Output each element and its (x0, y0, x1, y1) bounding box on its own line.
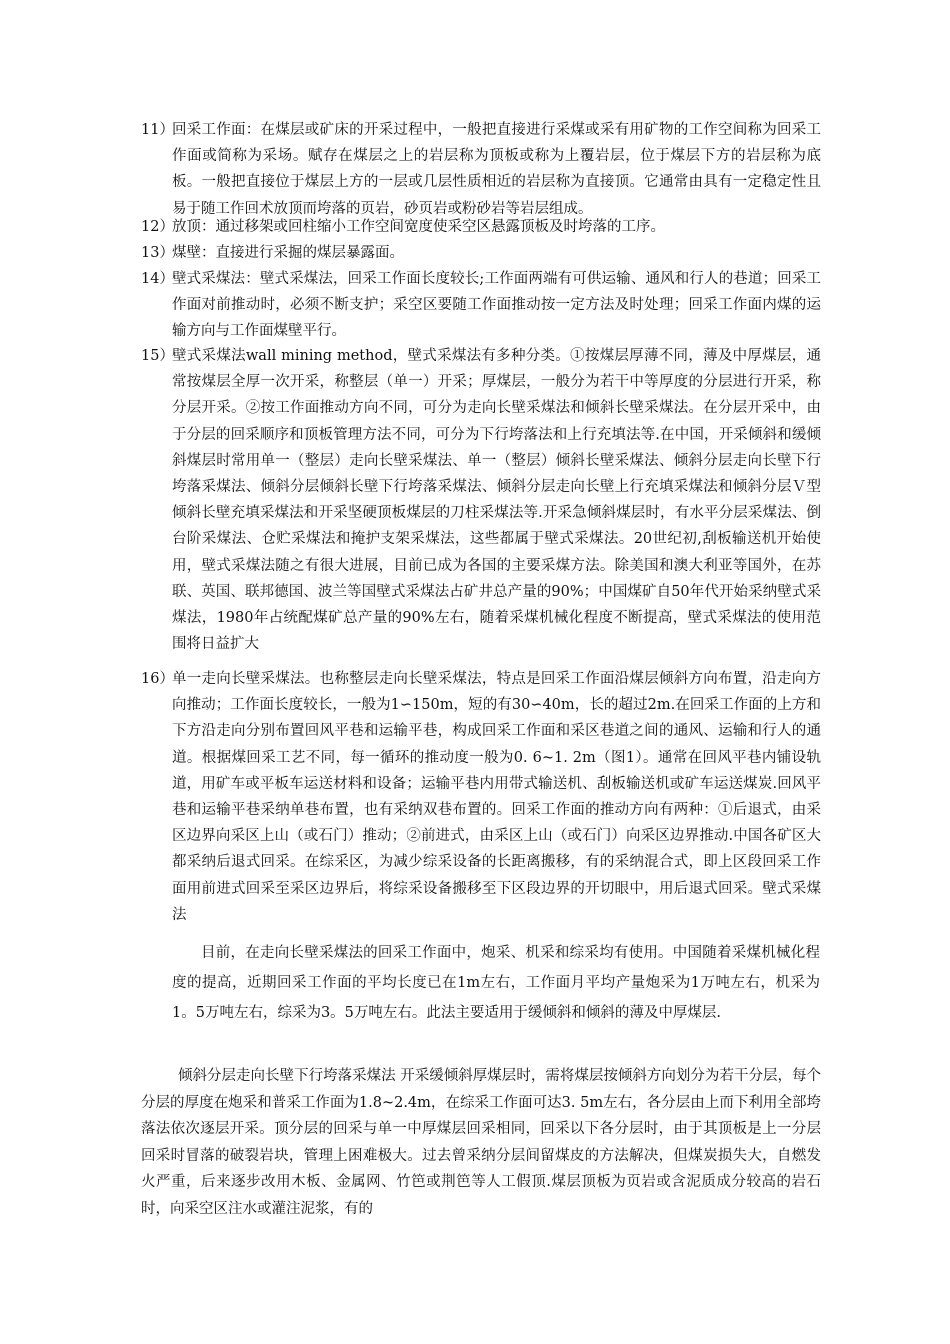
item-number: 12） (141, 219, 174, 235)
item-text: 回采工作面：在煤层或矿床的开采过程中，一般把直接进行采煤或采有用矿物的工作空间称为回采工作面或简称为采场。赋存在煤层之上的岩层称为顶板或称为上覆岩层，位于煤层下方的岩层称为底板。一般把直接位于煤层上方的一层或几层性质相近的岩层称为直接顶。它通常由具有一定稳定性且易于随工作回术放顶而垮落的页岩，砂页岩或粉砂岩等岩层组成。 (172, 122, 821, 217)
item-number: 14） (141, 271, 174, 287)
paragraph-current-usage: 目前，在走向长壁采煤法的回采工作面中，炮采、机采和综采均有使用。中国随着采煤机械化程度的提高，近期回采工作面的平均长度已在1m左右，工作面月平均产量炮采为1万吨左右，机采为1。5万吨左右，综采为3。5万吨左右。此法主要适用于缓倾斜和倾斜的薄及中厚煤层. (172, 945, 820, 1021)
item-text: 壁式采煤法wall mining method，壁式采煤法有多种分类。①按煤层厚薄不同，薄及中厚煤层，通常按煤层全厚一次开采，称整层（单一）开采；厚煤层，一般分为若干中等厚度的分层进行开采，称分层开采。②按工作面推动方向不同，可分为走向长壁采煤法和倾斜长壁采煤法。在分层开采中，由于分层的回采顺序和顶板管理方法不同，可分为下行垮落法和上行充填法等.在中国，开采倾斜和缓倾斜煤层时常用单一（整层）走向长壁采煤法、单一（整层）倾斜长壁采煤法、倾斜分层走向长壁下行垮落采煤法、倾斜分层倾斜长壁下行垮落采煤法、倾斜分层走向长壁上行充填采煤法和倾斜分层Ｖ型倾斜长壁充填采煤法和开采坚硬顶板煤层的刀柱采煤法等.开采急倾斜煤层时，有水平分层采煤法、倒台阶采煤法、仓贮采煤法和掩护支架采煤法，这些都属于壁式采煤法。20世纪初,刮板输送机开始使用，壁式采煤法随之有很大进展，目前已成为各国的主要采煤方法。除美国和澳大利亚等国外，在苏联、英国、联邦德国、波兰等国壁式采煤法占矿井总产量的90%；中国煤矿自50年代开始采纳壁式采煤法，1980年占统配煤矿总产量的90%左右，随着采煤机械化程度不断提高，壁式采煤法的使用范围将日益扩大 (172, 348, 821, 653)
item-number: 11） (141, 122, 174, 138)
item-number: 16） (141, 671, 174, 687)
list-item-12 (141, 214, 821, 240)
list-item-13 (141, 240, 821, 266)
list-item-11 (141, 117, 821, 222)
list-item-14 (141, 266, 821, 345)
paragraph-inclined-slicing: 倾斜分层走向长壁下行垮落采煤法 开采缓倾斜厚煤层时，需将煤层按倾斜方向划分为若干分层，每个分层的厚度在炮采和普采工作面为1.8~2.4m，在综采工作面可达3. 5m左右，各分层由上而下利用全部垮落法依次逐层开采。顶分层的回采与单一中厚煤层回采相同，回采以下各分层时，由于其顶板是上一分层回采时冒落的破裂岩块，管理上困难极大。过去曾采纳分层间留煤皮的方法解决，但煤炭损失大，自燃发火严重，后来逐步改用木板、金属网、竹笆或荆笆等人工假顶.煤层顶板为页岩或含泥质成分较高的岩石时，向采空区注水或灌注泥浆，有的 (141, 1068, 821, 1217)
list-item-16 (141, 666, 821, 928)
item-number: 15） (141, 348, 174, 364)
item-number: 13） (141, 245, 174, 261)
item-text: 单一走向长壁采煤法。也称整层走向长壁采煤法，特点是回采工作面沿煤层倾斜方向布置，沿走向方向推动；工作面长度较长，一般为1∽150m，短的有30∽40m，长的超过2m.在回采工作面的上方和下方沿走向分别布置回风平巷和运输平巷，构成回采工作面和采区巷道之间的通风、运输和行人的通道。根据煤回采工艺不同，每一循环的推动度一般为0. 6~1. 2m（图1）。通常在回风平巷内铺设轨道，用矿车或平板车运送材料和设备；运输平巷内用带式输送机、刮板输送机或矿车运送煤炭.回风平巷和运输平巷采纳单巷布置，也有采纳双巷布置的。回采工作面的推动方向有两种：①后退式，由采区边界向采区上山（或石门）推动；②前进式，由采区上山（或石门）向采区边界推动.中国各矿区大都采纳后退式回采。在综采区，为减少综采设备的长距离搬移，有的采纳混合式，即上区段回采工作面用前进式回采至采区边界后，将综采设备搬移至下区段边界的开切眼中，用后退式回采。壁式采煤法 (172, 671, 821, 923)
list-item-15 (141, 343, 821, 657)
item-text: 放顶：通过移架或回柱缩小工作空间宽度使采空区悬露顶板及时垮落的工序。 (172, 219, 665, 235)
item-text: 壁式采煤法：壁式采煤法，回采工作面长度较长;工作面两端有可供运输、通风和行人的巷道；回采工作面对前推动时，必须不断支护；采空区要随工作面推动按一定方法及时处理；回采工作面内煤的运输方向与工作面煤壁平行。 (172, 271, 821, 340)
item-text: 煤壁：直接进行采掘的煤层暴露面。 (172, 245, 404, 261)
